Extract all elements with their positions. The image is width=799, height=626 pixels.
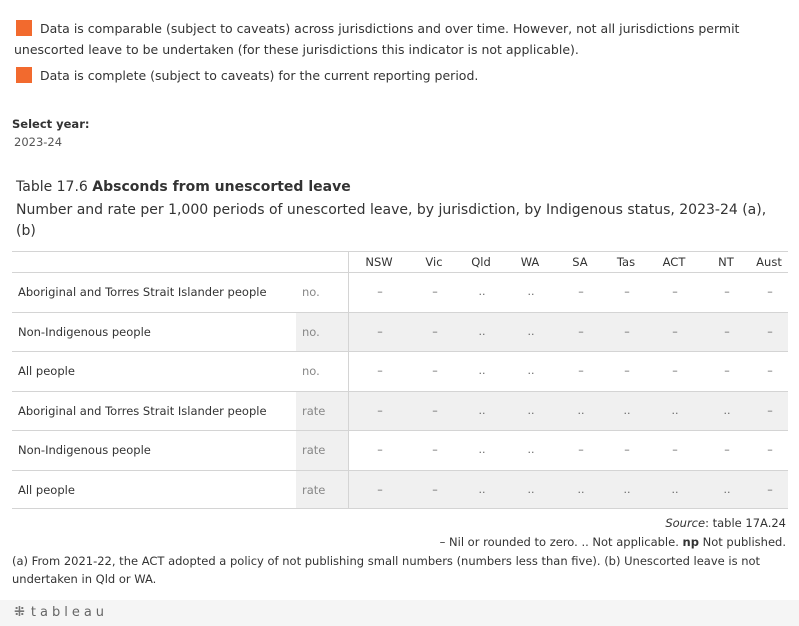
year-selector-label: Select year: — [12, 117, 90, 131]
cell-nt: – — [724, 285, 730, 298]
cell-qld: .. — [478, 443, 486, 456]
tableau-logo[interactable] — [14, 605, 108, 620]
column-header-wa: WA — [520, 255, 540, 269]
table-row — [12, 312, 788, 352]
row-label: Non-Indigenous people — [18, 324, 151, 339]
cell-aust: – — [767, 482, 773, 496]
table-row — [12, 351, 788, 391]
column-header-qld: Qld — [471, 255, 491, 269]
header-divider — [348, 252, 349, 273]
cell-qld: .. — [478, 324, 486, 338]
cell-act: – — [672, 443, 678, 456]
cell-tas: – — [624, 324, 630, 338]
legend-comparability-text: Data is comparable (subject to caveats) across jurisdictions and over time. However, not all jurisdictions permit unescorted leave to be undertaken (for these jurisdictions this indicator is not applicable). — [14, 21, 740, 57]
cell-qld: .. — [478, 482, 486, 496]
source-note — [665, 516, 786, 530]
row-unit: rate — [296, 392, 348, 431]
row-unit: no. — [302, 285, 320, 299]
cell-vic: – — [432, 364, 438, 377]
table-title — [16, 179, 351, 195]
table-row — [12, 272, 788, 312]
cell-sa: – — [578, 364, 584, 377]
row-label: All people — [18, 364, 75, 378]
cell-wa: .. — [527, 364, 535, 377]
cell-wa: .. — [527, 285, 535, 298]
cell-nt: .. — [723, 482, 731, 496]
cell-aust: – — [767, 285, 773, 298]
cell-aust: – — [767, 364, 773, 377]
cell-nsw: – — [377, 285, 383, 298]
cell-nt: – — [724, 364, 730, 377]
row-unit: rate — [296, 471, 348, 509]
row-values — [348, 273, 788, 312]
column-header-nt: NT — [718, 255, 734, 269]
cell-act: – — [672, 324, 678, 338]
column-header-aust: Aust — [756, 255, 782, 269]
row-unit: no. — [302, 364, 320, 378]
row-values — [348, 352, 788, 391]
table-row — [12, 391, 788, 431]
cell-act: .. — [671, 482, 679, 496]
row-unit: rate — [296, 431, 348, 470]
cell-act: .. — [671, 403, 679, 417]
row-values — [348, 313, 788, 352]
cell-sa: – — [578, 324, 584, 338]
cell-nsw: – — [377, 443, 383, 456]
cell-aust: – — [767, 324, 773, 338]
cell-tas: – — [624, 364, 630, 377]
legend-completeness — [14, 65, 478, 86]
cell-tas: .. — [623, 403, 631, 417]
row-label: All people — [18, 482, 75, 497]
cell-sa: – — [578, 285, 584, 298]
table-title-bold: Absconds from unescorted leave — [92, 179, 351, 195]
data-table — [12, 251, 788, 509]
notes-key-np-abbr: np — [682, 535, 699, 549]
cell-vic: – — [432, 403, 438, 417]
footer-bar — [0, 600, 799, 626]
cell-sa: .. — [577, 482, 585, 496]
year-selector[interactable]: 2023-24 — [14, 135, 63, 149]
cell-vic: – — [432, 324, 438, 338]
table-subtitle: Number and rate per 1,000 periods of unescorted leave, by jurisdiction, by Indigenous status, 2023-24 (a), (b) — [16, 202, 767, 239]
row-label: Aboriginal and Torres Strait Islander people — [18, 403, 267, 418]
row-label: Non-Indigenous people — [18, 443, 151, 457]
row-unit: no. — [296, 313, 348, 352]
column-header-vic: Vic — [425, 255, 443, 269]
row-values — [348, 431, 788, 470]
cell-qld: .. — [478, 364, 486, 377]
table-row — [12, 430, 788, 470]
legend-swatch-completeness — [16, 67, 32, 83]
column-header-act: ACT — [662, 255, 686, 269]
legend-completeness-text: Data is complete (subject to caveats) for the current reporting period. — [40, 68, 479, 83]
notes-key — [440, 535, 786, 549]
cell-wa: .. — [527, 324, 535, 338]
source-text: : table 17A.24 — [705, 516, 786, 530]
cell-tas: – — [624, 285, 630, 298]
cell-nt: – — [724, 324, 730, 338]
cell-vic: – — [432, 482, 438, 496]
cell-nsw: – — [377, 324, 383, 338]
cell-act: – — [672, 364, 678, 377]
footnotes: (a) From 2021-22, the ACT adopted a policy of not publishing small numbers (numbers less than five). (b) Unescorted leave is not undertaken in Qld or WA. — [12, 554, 761, 586]
cell-vic: – — [432, 285, 438, 298]
cell-wa: .. — [527, 443, 535, 456]
cell-tas: – — [624, 443, 630, 456]
notes-key-np-text: Not published. — [698, 535, 786, 549]
column-header-sa: SA — [572, 255, 588, 269]
table-header-row — [12, 251, 788, 272]
cell-qld: .. — [478, 285, 486, 298]
cell-nt: .. — [723, 403, 731, 417]
cell-wa: .. — [527, 482, 535, 496]
tableau-plus-icon: ⁜ — [14, 605, 29, 620]
cell-qld: .. — [478, 403, 486, 417]
row-values — [348, 471, 788, 509]
notes-key-nil: – Nil or rounded to zero. .. Not applicable. — [439, 535, 679, 549]
cell-nsw: – — [377, 364, 383, 377]
tableau-logo-text: tableau — [30, 605, 109, 620]
cell-aust: – — [767, 403, 773, 417]
cell-tas: .. — [623, 482, 631, 496]
cell-sa: – — [578, 443, 584, 456]
table-title-prefix: Table 17.6 — [16, 179, 88, 195]
legend-comparability — [14, 18, 774, 60]
cell-nsw: – — [377, 482, 383, 496]
row-values — [348, 392, 788, 431]
cell-act: – — [672, 285, 678, 298]
cell-sa: .. — [577, 403, 585, 417]
cell-aust: – — [767, 443, 773, 456]
column-header-nsw: NSW — [365, 255, 393, 269]
source-label: Source — [665, 516, 706, 530]
cell-vic: – — [432, 443, 438, 456]
column-header-tas: Tas — [616, 255, 636, 269]
cell-nt: – — [724, 443, 730, 456]
cell-nsw: – — [377, 403, 383, 417]
table-row — [12, 470, 788, 510]
row-label: Aboriginal and Torres Strait Islander people — [18, 285, 267, 299]
cell-wa: .. — [527, 403, 535, 417]
legend-swatch-comparability — [16, 20, 32, 36]
